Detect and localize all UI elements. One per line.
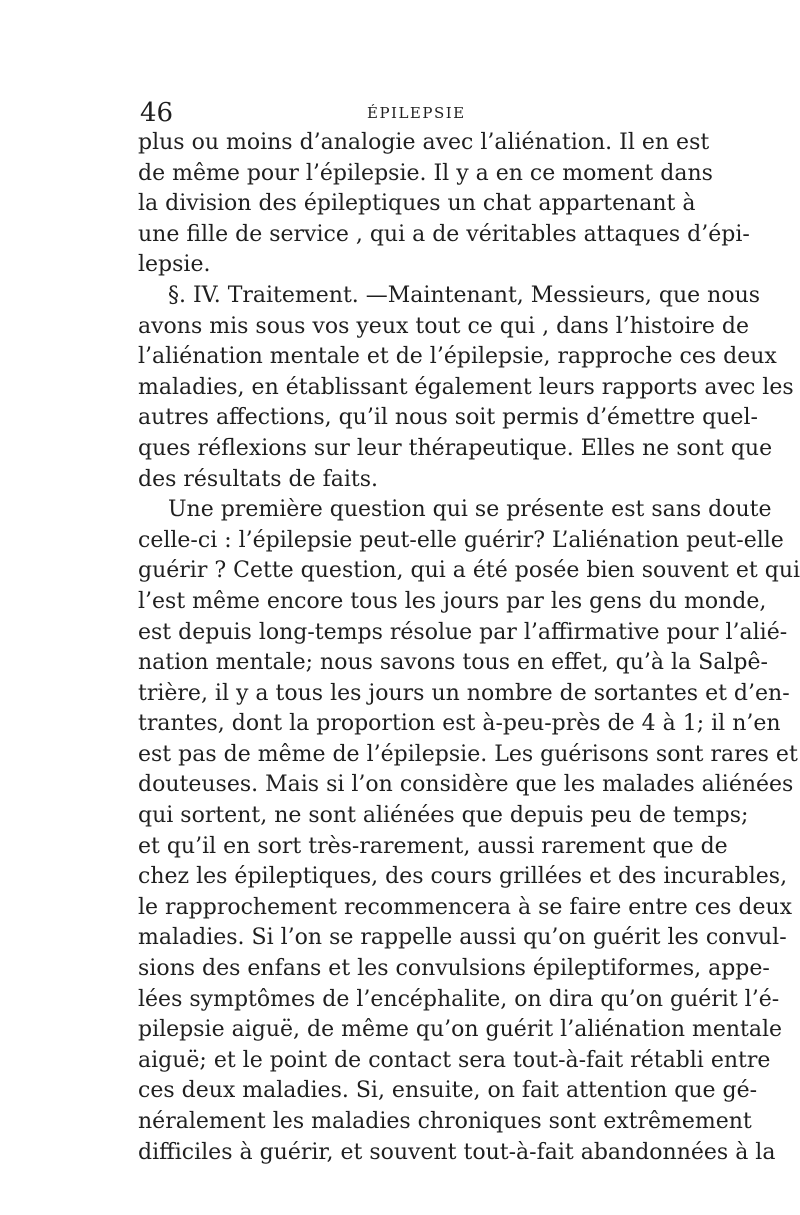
text-line: des résultats de faits. — [138, 466, 379, 492]
body-text — [138, 128, 800, 1168]
text-line: sions des enfans et les convulsions épileptiformes, appe- — [138, 956, 770, 982]
text-line: une fille de service , qui a de véritables attaques d’épi- — [138, 221, 750, 247]
text-line: l’est même encore tous les jours par les gens du monde, — [138, 588, 767, 614]
text-line: autres affections, qu’il nous soit permis d’émettre quel- — [138, 405, 758, 431]
text-line: difficiles à guérir, et souvent tout-à-fait abandonnées à la — [138, 1139, 776, 1165]
text-line: chez les épileptiques, des cours grillées et des incurables, — [138, 864, 788, 890]
text-line: Une première question qui se présente est sans doute — [168, 497, 772, 523]
text-line: néralement les maladies chroniques sont extrêmement — [138, 1109, 752, 1134]
text-line: est pas de même de l’épilepsie. Les guérisons sont rares et — [138, 741, 798, 767]
page-header — [140, 98, 672, 128]
text-line: lepsie. — [138, 252, 211, 278]
text-line: le rapprochement recommencera à se faire entre ces deux — [138, 894, 793, 920]
page-number: 46 — [140, 98, 174, 128]
text-line: celle-ci : l’épilepsie peut-elle guérir? L’aliénation peut-elle — [138, 527, 784, 553]
section-heading-line: §. IV. Traitement. —Maintenant, Messieurs, que nous — [168, 282, 761, 308]
text-line: avons mis sous vos yeux tout ce qui , dans l’histoire de — [138, 313, 750, 339]
text-line: et qu’il en sort très-rarement, aussi rarement que de — [138, 833, 728, 859]
text-line: guérir ? Cette question, qui a été posée bien souvent et qui — [138, 558, 800, 584]
text-line: est depuis long-temps résolue par l’affirmative pour l’alié- — [138, 619, 788, 645]
text-line: maladies. Si l’on se rappelle aussi qu’on guérit les convul- — [138, 925, 787, 951]
text-line: l’aliénation mentale et de l’épilepsie, rapproche ces deux — [138, 344, 777, 370]
text-line: plus ou moins d’analogie avec l’aliénation. Il en est — [138, 130, 710, 155]
text-line: nation mentale; nous savons tous en effet, qu’à la Salpê- — [138, 650, 768, 676]
text-line: maladies, en établissant également leurs rapports avec les — [138, 374, 794, 400]
text-line: ques réflexions sur leur thérapeutique. Elles ne sont que — [138, 435, 773, 461]
text-line: ces deux maladies. Si, ensuite, on fait attention que gé- — [138, 1078, 758, 1104]
text-line: douteuses. Mais si l’on considère que les malades aliénées — [138, 772, 794, 798]
text-line: aiguë; et le point de contact sera tout-à-fait rétabli entre — [138, 1047, 771, 1073]
text-line: trantes, dont la proportion est à-peu-près de 4 à 1; il n’en — [138, 711, 781, 737]
running-head: ÉPILEPSIE — [367, 104, 466, 122]
text-line: pilepsie aiguë, de même qu’on guérit l’aliénation mentale — [138, 1017, 783, 1043]
text-line: qui sortent, ne sont aliénées que depuis peu de temps; — [138, 803, 749, 829]
text-line: la division des épileptiques un chat appartenant à — [138, 191, 696, 217]
text-line: lées symptômes de l’encéphalite, on dira qu’on guérit l’é- — [138, 986, 780, 1012]
text-line: trière, il y a tous les jours un nombre de sortantes et d’en- — [138, 680, 790, 706]
text-line: de même pour l’épilepsie. Il y a en ce moment dans — [138, 160, 713, 186]
